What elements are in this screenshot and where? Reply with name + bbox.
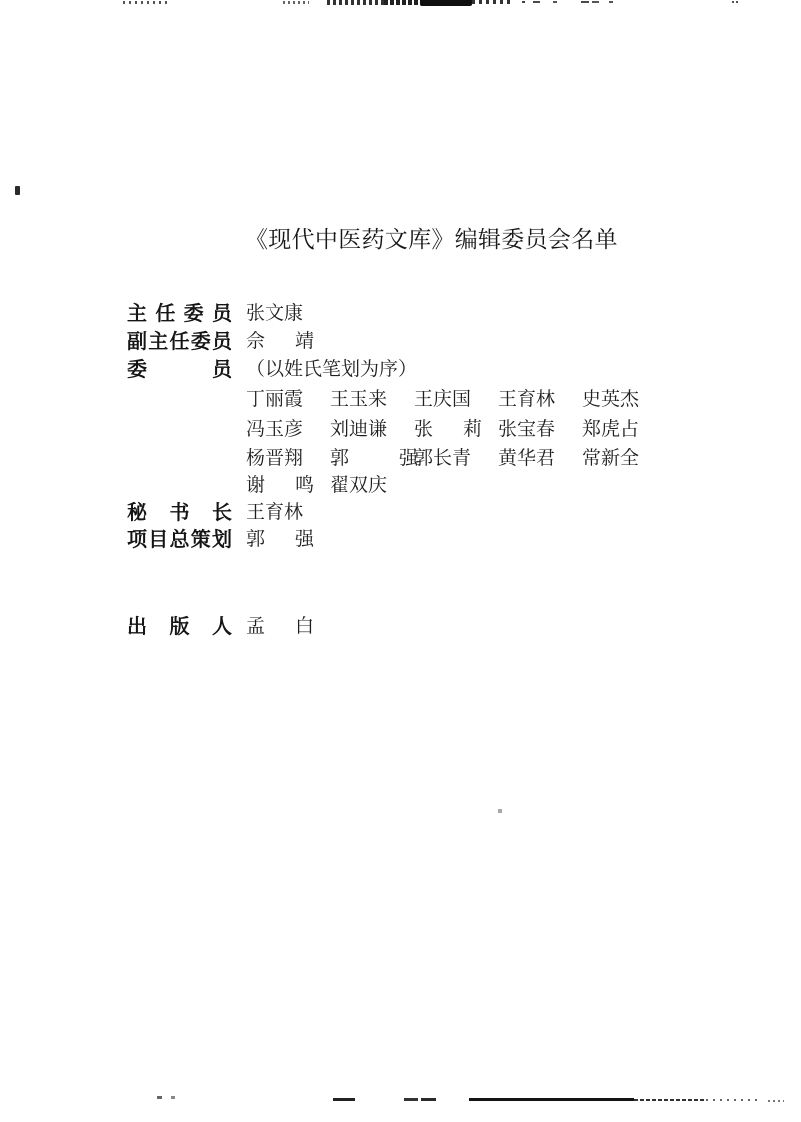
member-name: 谢 鸣 [246, 475, 314, 496]
scan-artifact [469, 1098, 634, 1101]
scan-artifact [498, 809, 502, 813]
page-title: 《现代中医药文库》编辑委员会名单 [245, 227, 618, 252]
scan-artifact [283, 1, 309, 4]
scan-artifact [533, 1, 540, 3]
planner-name: 郭 强 [246, 529, 314, 550]
scan-artifact [553, 1, 557, 3]
member-name: 翟 双 庆 [330, 475, 388, 496]
member-name: 丁 丽 霞 [246, 389, 304, 410]
member-name: 郭 长 青 [414, 448, 472, 469]
member-name: 张 宝 春 [498, 419, 556, 440]
member-name: 史 英 杰 [582, 389, 640, 410]
member-name: 冯 玉 彦 [246, 419, 304, 440]
publisher-name: 孟 白 [246, 616, 314, 637]
members-row [246, 475, 387, 497]
scan-artifact [706, 1099, 761, 1101]
scan-artifact [522, 1, 525, 3]
member-name: 常 新 全 [582, 448, 640, 469]
role-label-members: 委 员 [127, 359, 232, 381]
member-name: 王 玉 来 [330, 389, 388, 410]
members-row [246, 448, 639, 470]
row-secretary [127, 502, 303, 524]
scan-artifact [421, 1098, 436, 1101]
chair-name: 张文康 [246, 303, 304, 324]
scan-artifact [609, 1, 613, 3]
member-name: 刘 迪 谦 [330, 419, 388, 440]
scan-artifact [157, 1096, 162, 1099]
members-sort-note: （以姓氏笔划为序） [246, 359, 418, 380]
role-label-chair: 主 任 委 员 [127, 303, 232, 325]
member-name: 张 莉 [414, 419, 482, 440]
scan-artifact [581, 1, 589, 3]
members-row [246, 389, 639, 411]
role-label-publisher: 出 版 人 [127, 616, 232, 638]
member-name: 郑 虎 占 [582, 419, 640, 440]
row-members-heading [127, 359, 417, 381]
member-name: 黄 华 君 [498, 448, 556, 469]
scan-artifact [327, 0, 384, 5]
scan-artifact [634, 1099, 704, 1101]
scan-artifact [420, 0, 472, 6]
role-label-vice-chair: 副 主 任 委 员 [127, 331, 232, 353]
row-chair [127, 303, 303, 325]
scan-artifact [404, 1098, 418, 1101]
member-name: 郭 强 [330, 448, 418, 469]
secretary-name: 王育林 [246, 502, 304, 523]
member-name: 杨 晋 翔 [246, 448, 304, 469]
row-planner [127, 529, 314, 551]
member-name: 王 庆 国 [414, 389, 472, 410]
scan-artifact [123, 1, 168, 4]
role-label-secretary: 秘 书 长 [127, 502, 232, 524]
scan-artifact [592, 1, 599, 3]
role-label-planner: 项 目 总 策 划 [127, 529, 232, 551]
scan-artifact [384, 0, 420, 5]
scan-artifact [333, 1098, 355, 1101]
members-row [246, 419, 639, 441]
vice-chair-name: 佘 靖 [246, 331, 314, 352]
scan-artifact [732, 1, 738, 3]
member-name: 王 育 林 [498, 389, 556, 410]
row-publisher [127, 616, 314, 638]
scan-artifact [472, 0, 510, 4]
scan-artifact [171, 1096, 175, 1099]
scan-artifact [15, 186, 20, 195]
row-vice-chair [127, 331, 314, 353]
scan-artifact [768, 1100, 784, 1102]
